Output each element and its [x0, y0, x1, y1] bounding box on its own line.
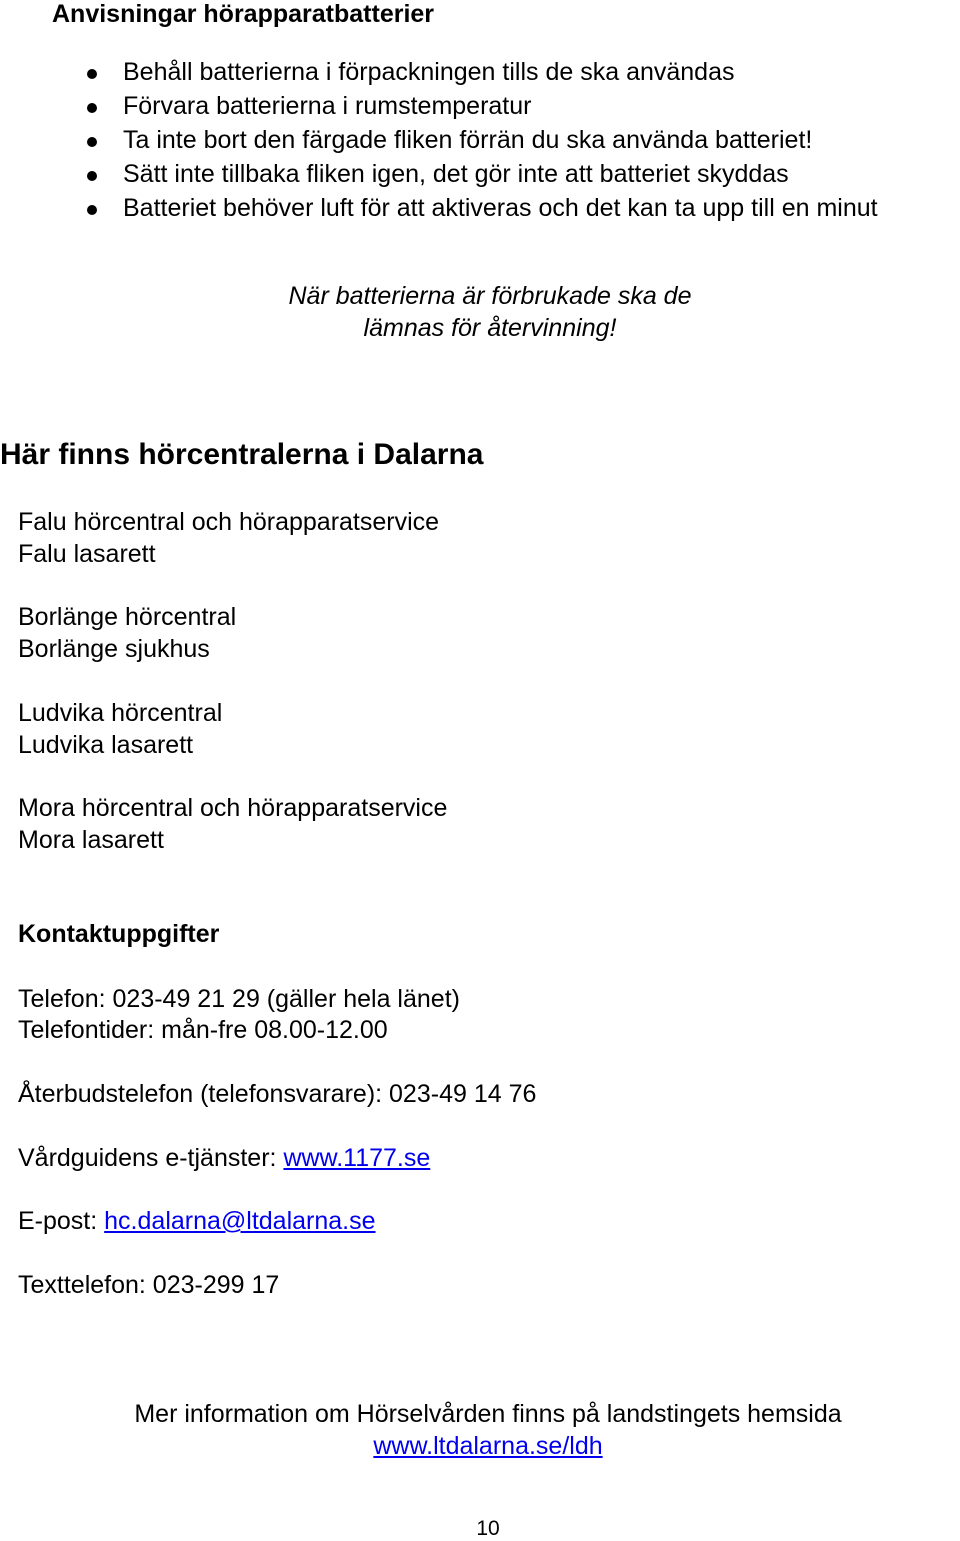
list-item — [0, 194, 878, 228]
contact-email — [18, 1207, 376, 1236]
eservices-label: Vårdguidens e-tjänster: — [18, 1144, 284, 1172]
bullet-text: Behåll batterierna i förpackningen tills de ska användas — [123, 58, 735, 86]
website-link[interactable]: www.ltdalarna.se/ldh — [373, 1432, 603, 1460]
bullet-text: Sätt inte tillbaka fliken igen, det gör inte att batteriet skyddas — [123, 160, 789, 188]
hearing-centers-heading: Här finns hörcentralerna i Dalarna — [0, 438, 484, 471]
location-name: Mora hörcentral och hörapparatservice — [18, 794, 448, 822]
location-place: Ludvika lasarett — [18, 731, 194, 759]
contact-cancellation-phone: Återbudstelefon (telefonsvarare): 023-49 14 76 — [18, 1080, 537, 1108]
contact-phone-hours: Telefontider: mån-fre 08.00-12.00 — [18, 1016, 388, 1044]
bullet-icon — [87, 205, 97, 215]
location-name: Ludvika hörcentral — [18, 699, 223, 727]
location-name: Borlänge hörcentral — [18, 603, 237, 631]
bullet-icon — [87, 103, 97, 113]
location-place: Mora lasarett — [18, 826, 164, 854]
bullet-icon — [87, 137, 97, 147]
bullet-icon — [87, 171, 97, 181]
recycling-note-line: lämnas för återvinning! — [363, 314, 617, 342]
list-item — [0, 126, 878, 160]
bullet-text: Ta inte bort den färgade fliken förrän du ska använda batteriet! — [123, 126, 813, 154]
recycling-note — [0, 280, 960, 344]
list-item — [0, 160, 878, 194]
recycling-note-line: När batterierna är förbrukade ska de — [288, 282, 692, 310]
contact-heading: Kontaktuppgifter — [18, 920, 220, 948]
contact-textphone: Texttelefon: 023-299 17 — [18, 1271, 280, 1299]
battery-instructions-list — [0, 58, 878, 228]
email-link[interactable]: hc.dalarna@ltdalarna.se — [104, 1207, 376, 1235]
bullet-text: Förvara batterierna i rumstemperatur — [123, 92, 532, 120]
location-place: Falu lasarett — [18, 540, 156, 568]
eservices-link[interactable]: www.1177.se — [283, 1144, 431, 1172]
location-borlange — [18, 601, 236, 665]
more-info — [0, 1398, 960, 1462]
location-mora — [18, 792, 447, 856]
location-falu — [18, 506, 439, 570]
list-item — [0, 58, 878, 92]
location-place: Borlänge sjukhus — [18, 635, 210, 663]
email-label: E-post: — [18, 1207, 105, 1235]
more-info-text: Mer information om Hörselvården finns på landstingets hemsida — [134, 1400, 842, 1428]
page-number: 10 — [476, 1517, 500, 1540]
location-name: Falu hörcentral och hörapparatservice — [18, 508, 440, 536]
contact-phone: Telefon: 023-49 21 29 (gäller hela länet) — [18, 985, 460, 1013]
list-item — [0, 92, 878, 126]
bullet-icon — [87, 69, 97, 79]
contact-eservices — [18, 1144, 430, 1173]
bullet-text: Batteriet behöver luft för att aktiveras och det kan ta upp till en minut — [123, 194, 878, 222]
battery-instructions-heading: Anvisningar hörapparatbatterier — [52, 0, 435, 28]
location-ludvika — [18, 697, 222, 761]
